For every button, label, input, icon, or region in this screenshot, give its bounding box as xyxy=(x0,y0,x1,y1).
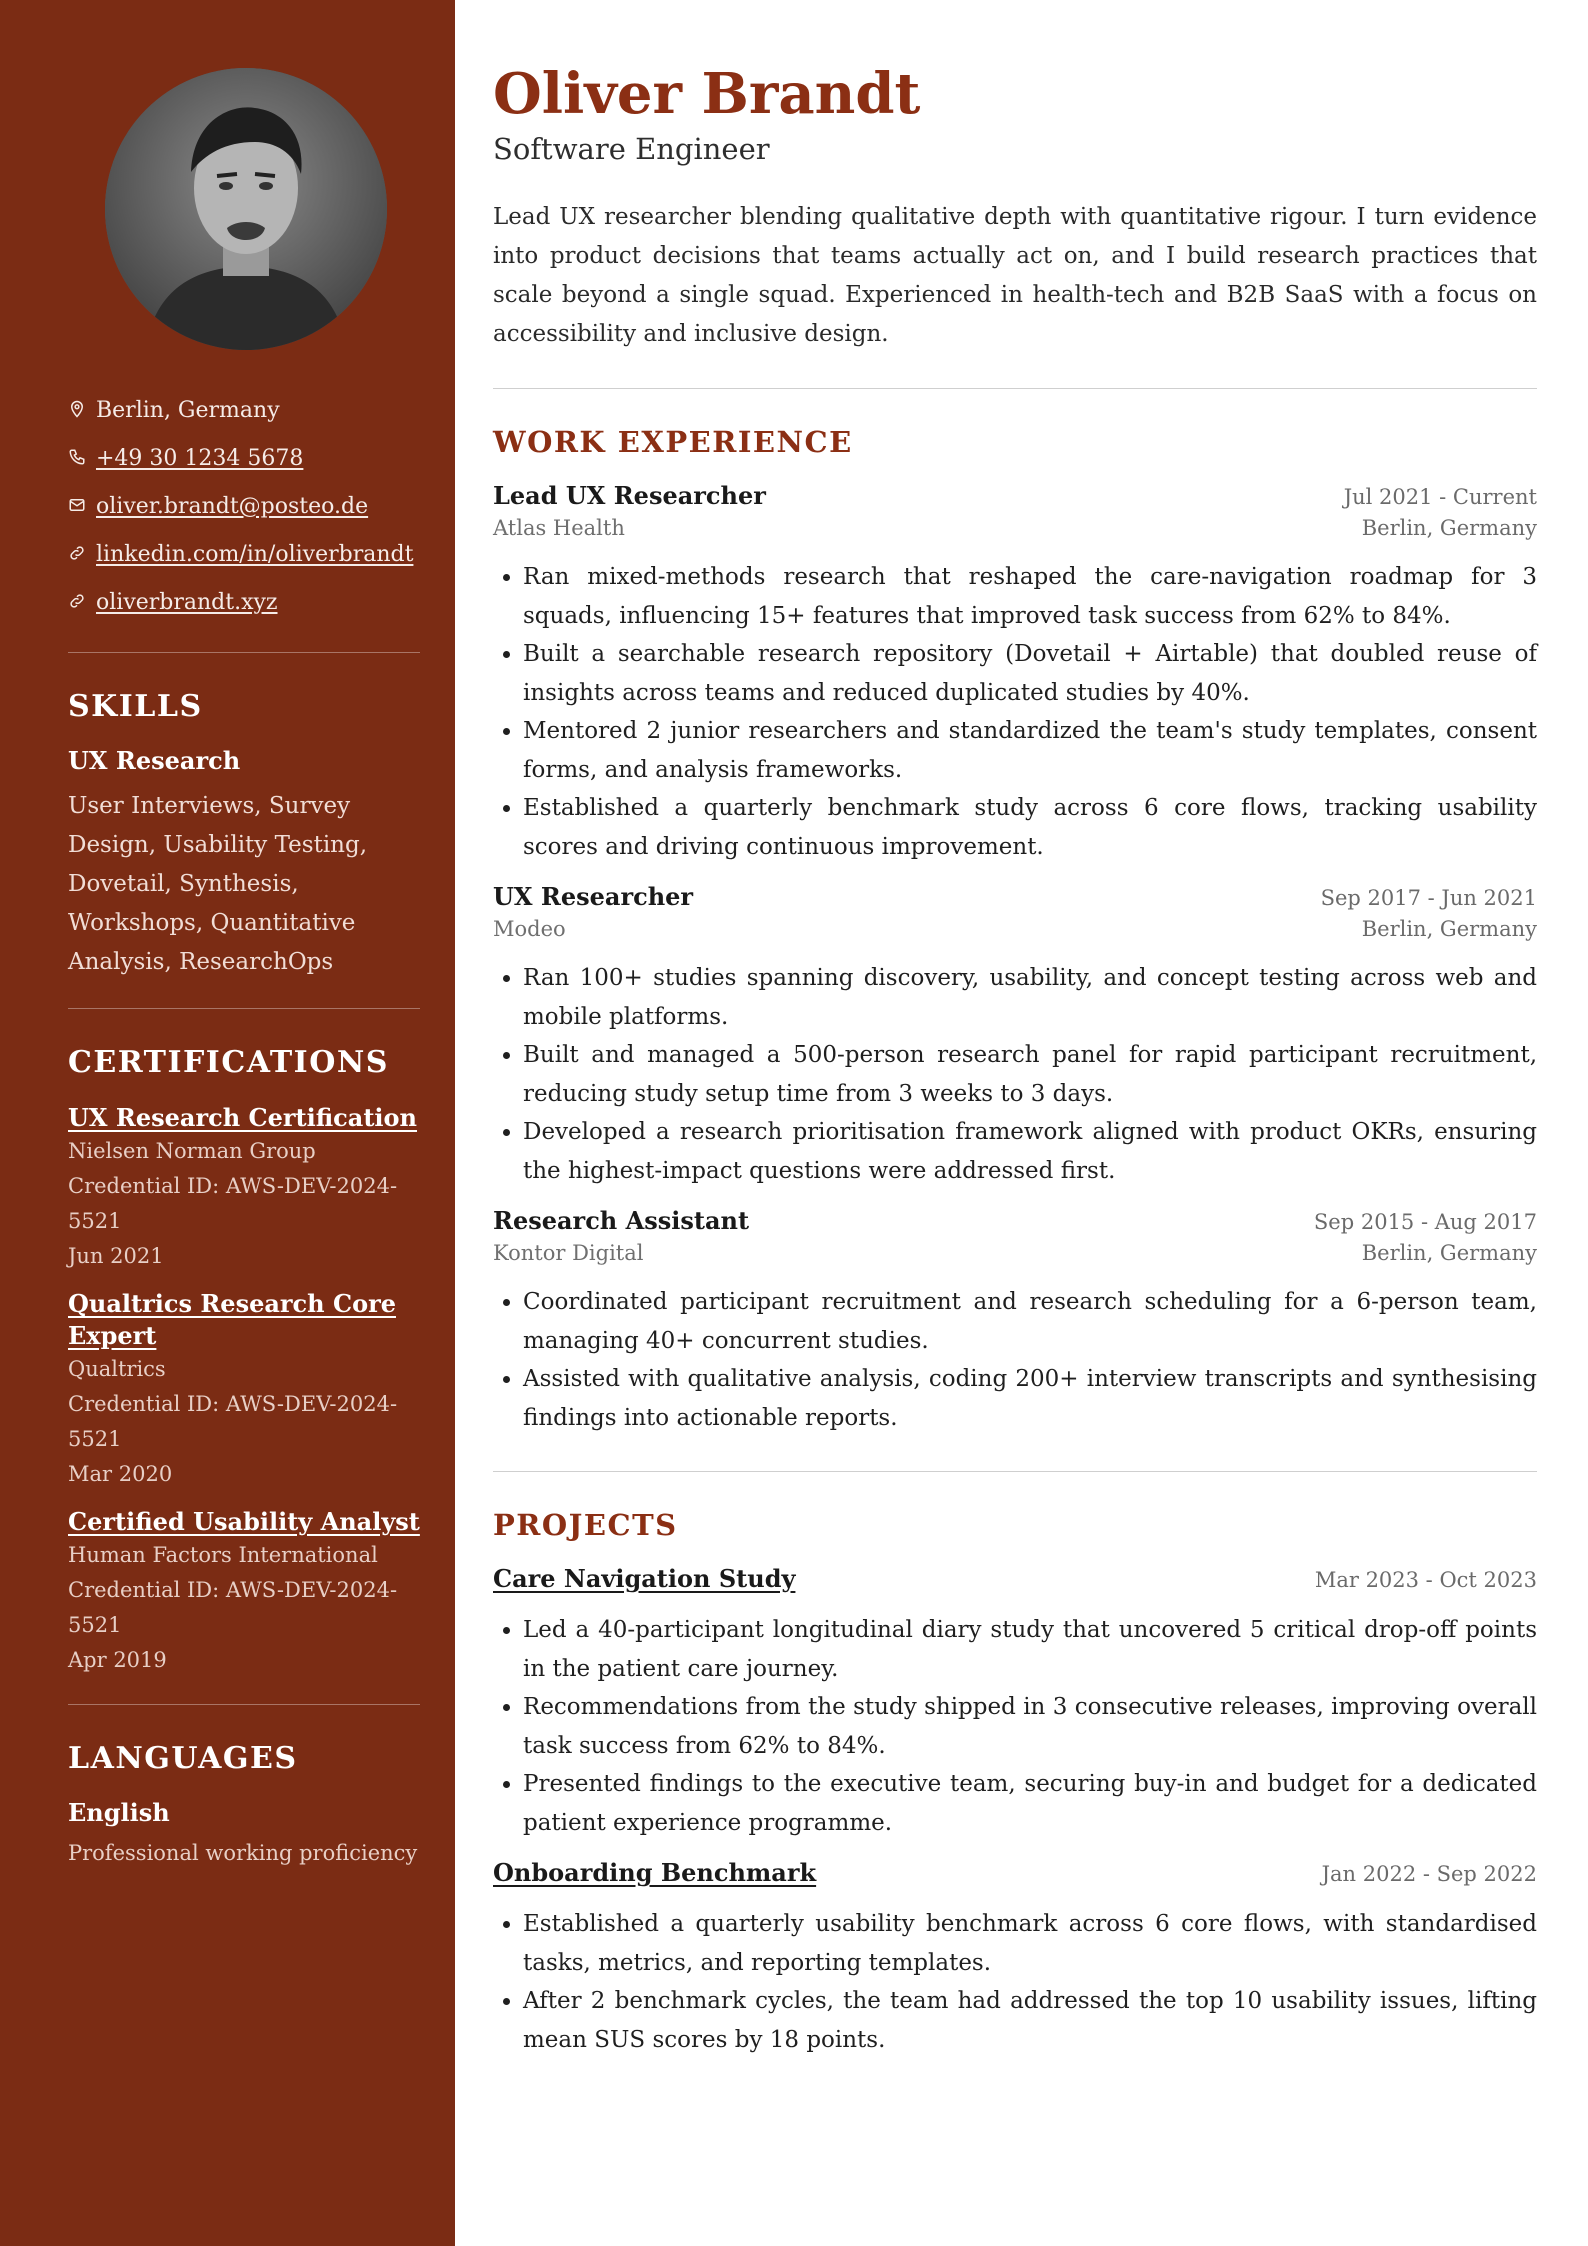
contact-location xyxy=(68,386,420,434)
skill-group-title: UX Research xyxy=(68,746,241,775)
job-title: UX Researcher xyxy=(493,882,694,911)
skills-heading: SKILLS xyxy=(68,689,203,724)
skills-section xyxy=(68,689,420,982)
job-entry xyxy=(493,1206,1537,1437)
list-item: • Developed a research prioritisation framework aligned with product OKRs, ensuring the highest-impact questions were addressed first. xyxy=(523,1113,1537,1190)
certification-item xyxy=(68,1506,420,1678)
certification-date: Mar 2020 xyxy=(68,1462,173,1486)
list-item: • After 2 benchmark cycles, the team had addressed the top 10 usability issues, lifting mean SUS scores by 18 points. xyxy=(523,1982,1537,2059)
list-item: • Established a quarterly benchmark study across 6 core flows, tracking usability scores and driving continuous improvement. xyxy=(523,789,1537,866)
certification-name[interactable]: Certified Usability Analyst xyxy=(68,1507,420,1536)
job-dates: Sep 2015 - Aug 2017 xyxy=(1313,1210,1537,1234)
sidebar-divider xyxy=(68,1008,420,1009)
contact-list xyxy=(68,386,420,626)
section-divider xyxy=(493,388,1537,389)
certification-name[interactable]: UX Research Certification xyxy=(68,1103,418,1132)
certifications-heading: CERTIFICATIONS xyxy=(68,1045,389,1080)
languages-heading: LANGUAGES xyxy=(68,1741,298,1776)
projects-section xyxy=(493,1508,1537,2059)
job-dates: Sep 2017 - Jun 2021 xyxy=(1320,886,1537,910)
list-item: • Coordinated participant recruitment and research scheduling for a 6-person team, managing 40+ concurrent studies. xyxy=(523,1283,1537,1360)
list-item: • Established a quarterly usability benchmark across 6 core flows, with standardised tasks, metrics, and reporting templates. xyxy=(523,1905,1537,1982)
list-item: • Led a 40-participant longitudinal diary study that uncovered 5 critical drop-off points in the patient care journey. xyxy=(523,1611,1537,1688)
job-bullets xyxy=(493,558,1537,866)
project-title[interactable]: Onboarding Benchmark xyxy=(493,1858,817,1887)
job-location: Berlin, Germany xyxy=(1361,516,1537,540)
contact-linkedin xyxy=(68,530,420,578)
job-company: Atlas Health xyxy=(493,516,625,540)
certification-item xyxy=(68,1288,420,1492)
list-item: • Presented findings to the executive team, securing buy-in and budget for a dedicated patient experience programme. xyxy=(523,1765,1537,1842)
profile-photo xyxy=(105,68,387,350)
job-title: Lead UX Researcher xyxy=(493,481,766,510)
phone-icon xyxy=(68,448,88,468)
certification-credential: Credential ID: AWS-DEV-2024-5521 xyxy=(68,1174,398,1233)
certification-issuer: Qualtrics xyxy=(68,1357,166,1381)
job-location: Berlin, Germany xyxy=(1361,917,1537,941)
sidebar-divider xyxy=(68,652,420,653)
summary-text: Lead UX researcher blending qualitative depth with quantitative rigour. I turn evidence into product decisions that teams actually act on, and I build research practices that scale beyond a single squad. Experienced in health-tech and B2B SaaS with a focus on accessibility and inclusive design. xyxy=(493,204,1537,347)
contact-email xyxy=(68,482,420,530)
location-text: Berlin, Germany xyxy=(96,397,280,423)
link-icon xyxy=(68,592,88,612)
job-entry xyxy=(493,882,1537,1190)
phone-link[interactable]: +49 30 1234 5678 xyxy=(96,445,304,471)
list-item: • Recommendations from the study shipped in 3 consecutive releases, improving overall task success from 62% to 84%. xyxy=(523,1688,1537,1765)
link-icon xyxy=(68,544,88,564)
project-bullets xyxy=(493,1611,1537,1842)
work-experience-section xyxy=(493,425,1537,1437)
person-name: Oliver Brandt xyxy=(493,61,921,127)
main-content xyxy=(455,0,1588,2246)
certification-credential: Credential ID: AWS-DEV-2024-5521 xyxy=(68,1578,398,1637)
job-company: Kontor Digital xyxy=(493,1241,644,1265)
languages-section xyxy=(68,1741,420,1865)
job-entry xyxy=(493,481,1537,866)
certification-name[interactable]: Qualtrics Research Core Expert xyxy=(68,1289,396,1350)
skill-list: User Interviews, Survey Design, Usability Testing, Dovetail, Synthesis, Workshops, Quantitative Analysis, ResearchOps xyxy=(68,793,368,975)
linkedin-link[interactable]: linkedin.com/in/oliverbrandt xyxy=(96,541,414,567)
list-item: • Built a searchable research repository (Dovetail + Airtable) that doubled reuse of insights across teams and reduced duplicated studies by 40%. xyxy=(523,635,1537,712)
job-bullets xyxy=(493,959,1537,1190)
projects-heading: PROJECTS xyxy=(493,1508,678,1542)
job-company: Modeo xyxy=(493,917,566,941)
job-bullets xyxy=(493,1283,1537,1437)
list-item: • Built and managed a 500-person research panel for rapid participant recruitment, reducing study setup time from 3 weeks to 3 days. xyxy=(523,1036,1537,1113)
job-location: Berlin, Germany xyxy=(1361,1241,1537,1265)
contact-website xyxy=(68,578,420,626)
project-title[interactable]: Care Navigation Study xyxy=(493,1564,796,1593)
contact-phone xyxy=(68,434,420,482)
certification-date: Jun 2021 xyxy=(68,1244,164,1268)
certification-credential: Credential ID: AWS-DEV-2024-5521 xyxy=(68,1392,398,1451)
certification-issuer: Human Factors International xyxy=(68,1543,378,1567)
work-experience-heading: WORK EXPERIENCE xyxy=(493,425,853,459)
certification-item xyxy=(68,1102,420,1274)
list-item: • Ran 100+ studies spanning discovery, usability, and concept testing across web and mobile platforms. xyxy=(523,959,1537,1036)
certification-date: Apr 2019 xyxy=(68,1648,167,1672)
sidebar xyxy=(0,0,455,2246)
project-dates: Jan 2022 - Sep 2022 xyxy=(1321,1862,1537,1886)
project-entry xyxy=(493,1564,1537,1842)
list-item: • Assisted with qualitative analysis, coding 200+ interview transcripts and synthesising findings into actionable reports. xyxy=(523,1360,1537,1437)
project-entry xyxy=(493,1858,1537,2059)
certification-issuer: Nielsen Norman Group xyxy=(68,1139,316,1163)
job-dates: Jul 2021 - Current xyxy=(1343,485,1537,509)
website-link[interactable]: oliverbrandt.xyz xyxy=(96,589,278,615)
email-link[interactable]: oliver.brandt@posteo.de xyxy=(96,493,369,519)
language-level: Professional working proficiency xyxy=(68,1841,418,1865)
list-item: • Ran mixed-methods research that reshaped the care-navigation roadmap for 3 squads, influencing 15+ features that improved task success from 62% to 84%. xyxy=(523,558,1537,635)
job-title: Research Assistant xyxy=(493,1206,750,1235)
project-bullets xyxy=(493,1905,1537,2059)
certifications-section xyxy=(68,1045,420,1678)
map-pin-icon xyxy=(68,400,88,420)
list-item: • Mentored 2 junior researchers and standardized the team's study templates, consent forms, and analysis frameworks. xyxy=(523,712,1537,789)
language-name: English xyxy=(68,1798,170,1827)
section-divider xyxy=(493,1471,1537,1472)
person-title: Software Engineer xyxy=(493,132,770,166)
envelope-icon xyxy=(68,496,88,516)
sidebar-divider xyxy=(68,1704,420,1705)
project-dates: Mar 2023 - Oct 2023 xyxy=(1314,1568,1537,1592)
